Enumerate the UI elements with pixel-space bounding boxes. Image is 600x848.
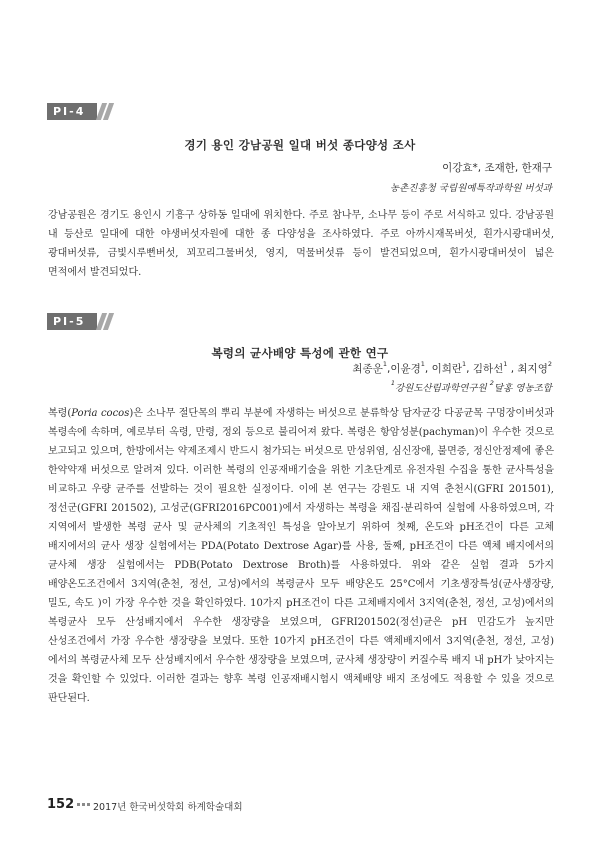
tag-label: PI-4 (47, 103, 97, 120)
author-superscript: 2 (547, 360, 552, 368)
author-superscript: 1 (382, 360, 387, 368)
section-tag-pi-4 (47, 103, 111, 120)
affiliation-name: 강원도산림과학연구원 (394, 383, 490, 394)
affiliation-pi-4: 농촌진흥청 국립원예특작과학원 버섯과 (389, 183, 552, 194)
tag-label: PI-5 (47, 313, 97, 330)
footer-dots-decoration (77, 803, 90, 806)
authors-pi-5 (352, 361, 552, 376)
author-name: ,이윤경 (386, 363, 421, 375)
section-tag-pi-5 (47, 313, 111, 330)
abstract-title-pi-5: 복령의 균사배양 특성에 관한 연구 (211, 346, 389, 360)
affiliation-name: 달홍 영농조합 (493, 383, 552, 394)
abstract-body-pi-4: 강남공원은 경기도 용인시 기흥구 상하동 일대에 위치한다. 주로 참나무, 소나무 등이 주로 서식하고 있다. 강남공원 내 등산로 일대에 대한 야생버섯자원에 대한 종 다양성을 조사하였다. 주로 아까시재목버섯, 흰가시광대버섯, 광대버섯류, 금빛시루뻔버섯, 꾀꼬리그물버섯, 영지, 먹물버섯류 등이 발견되었으며, 흰가시광대버섯이 넓은 면적에서 발견되었다. (48, 210, 554, 278)
author-superscript: 1 (462, 360, 467, 368)
species-name: Poria cocos (71, 408, 130, 419)
author-superscript: 1 (503, 360, 508, 368)
abstract-body-pi-5 (48, 404, 554, 708)
body-text: 복령( (48, 408, 72, 419)
affiliation-superscript: 2 (489, 379, 494, 387)
author-name: , 이희란 (424, 363, 463, 375)
affiliation-pi-5 (391, 380, 552, 394)
affiliation-superscript: 1 (390, 379, 395, 387)
author-name: , 김하선 (466, 363, 504, 375)
authors-pi-4: 이강효*, 조재한, 한재구 (442, 162, 552, 174)
conference-name: 2017년 한국버섯학회 하계학술대회 (93, 802, 243, 813)
abstract-title-pi-4: 경기 용인 강남공원 일대 버섯 종다양성 조사 (184, 138, 416, 152)
body-text: )은 소나무 절단목의 뿌리 부분에 자생하는 버섯으로 분류학상 담자균강 다공균목 구멍장이버섯과 복령속에 속하며, 예로부터 옥령, 만령, 정외 등으로 불리어져 왔다. 복령은 항암성분(pachyman)이 우수한 것으로 보고되고 있으며, 한방에서는 약제조제시 반드시 첨가되는 버섯으로 만성위염, 심신장애, 불면증, 정신안정제에 좋은 한약약재 버섯으로 알려져 있다. 이러한 복령의 인공재배기술을 위한 기초단계로 유전자원 수집을 통한 균사특성을 비교하고 우량 균주를 선발하는 것이 필요한 실정이다. 이에 본 연구는 강원도 내 지역 춘천시(GFRI 201501), 정선군(GFRI 201502), 고성군(GFRI2016PC001)에서 자생하는 복령을 채집·분리하여 실험에 사용하였으며, 각 지역에서 발생한 복령 균사 및 균사체의 기초적인 특성을 알아보기 위하여 첫째, 온도와 pH조건이 다른 고체 배지에서의 균사 생장 실험에서는 PDA(Potato Dextrose Agar)를 사용, 둘째, pH조건이 다른 액체 배지에서의 균사체 생장 실험에서는 PDB(Potato Dextrose Broth)를 사용하였다. 위와 같은 실험 결과 5가지 배양온도조건에서 3지역(춘천, 정선, 고성)에서의 복령균사 모두 배양온도 25°C에서 기초생장특성(균사생장량, 밀도, 속도 )이 가장 우수한 것을 확인하였다. 10가지 pH조건이 다른 고체배지에서 3지역(춘천, 정선, 고성)에서의 복령균사 모두 산성배지에서 우수한 생장량을 보였으며, GFRI201502(정선)균은 pH 민감도가 높지만 산성조건에서 가장 우수한 생장량을 보였다. 또한 10가지 pH조건이 다른 액체배지에서 3지역(춘천, 정선, 고성)에서의 복령균사체 모두 산성배지에서 우수한 생장량을 보였으며, 균사체 생장량이 커질수록 배지 내 pH가 낮아지는 것을 확인할 수 있었다. 이러한 결과는 향후 복령 인공재배시험시 액체배양 배지 조성에도 적용할 수 있을 것으로 판단된다. (48, 408, 555, 704)
page-number: 152 (47, 797, 75, 812)
author-name: , 최지영 (507, 363, 548, 375)
author-superscript: 1 (420, 360, 425, 368)
author-name: 최종운 (352, 363, 383, 375)
